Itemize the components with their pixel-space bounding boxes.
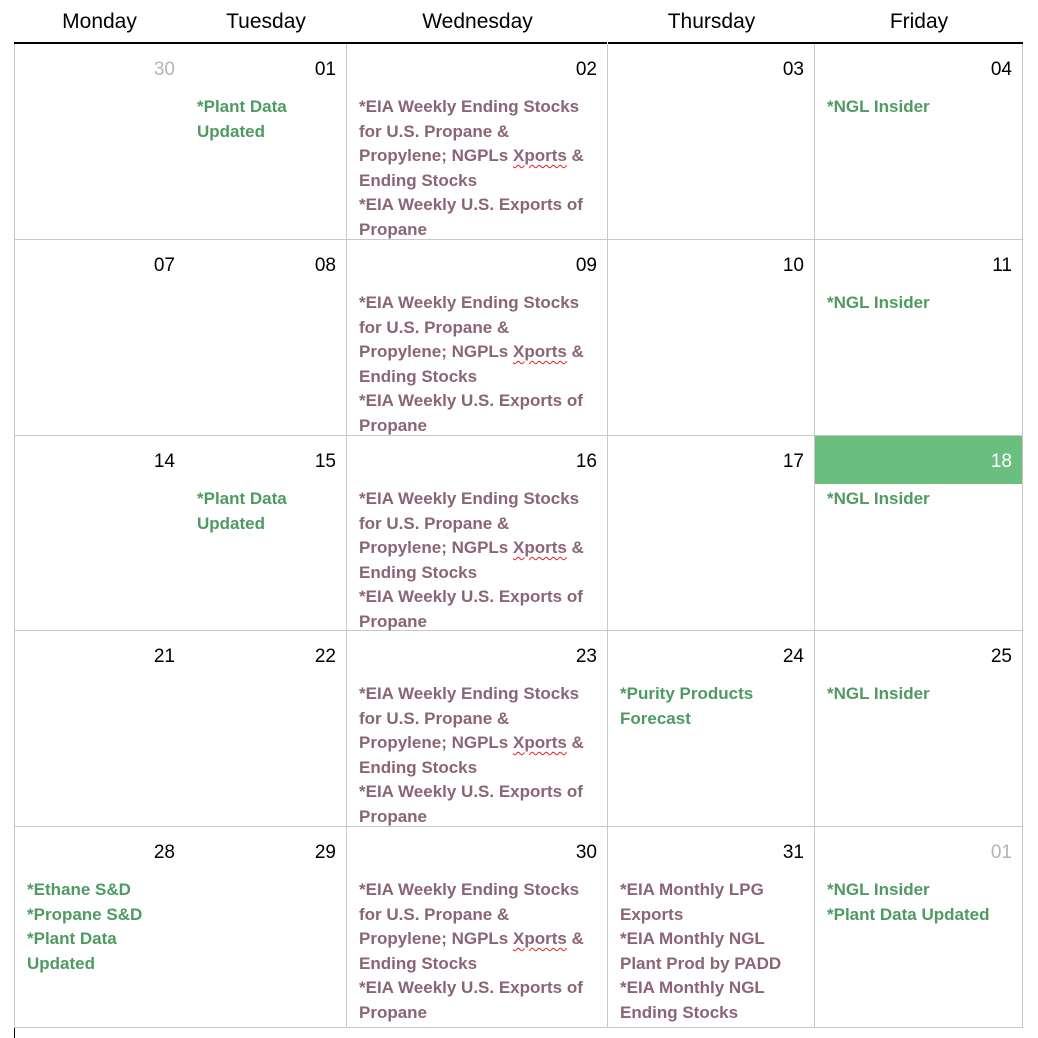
day-header-bar — [347, 44, 607, 92]
calendar-event[interactable]: *Plant Data Updated — [27, 929, 117, 973]
day-cell-week3-tuesday[interactable] — [185, 436, 347, 631]
day-cell-week5-friday[interactable] — [815, 827, 1023, 1028]
day-cell-week3-wednesday[interactable] — [347, 436, 608, 631]
day-header-bar — [347, 827, 607, 875]
day-number: 18 — [990, 451, 1012, 472]
day-number: 02 — [575, 59, 597, 80]
calendar-event[interactable]: *EIA Weekly U.S. Exports of Propane — [359, 195, 583, 239]
day-cell-week4-friday[interactable] — [815, 631, 1023, 827]
event-list — [827, 291, 1018, 316]
event-list — [359, 487, 603, 634]
day-number: 30 — [153, 59, 175, 80]
day-number: 17 — [782, 451, 804, 472]
day-number: 15 — [314, 451, 336, 472]
header-thursday: Thursday — [667, 10, 756, 33]
calendar-event[interactable]: *EIA Weekly U.S. Exports of Propane — [359, 587, 583, 631]
day-header-bar — [347, 436, 607, 484]
day-cell-week4-tuesday[interactable] — [185, 631, 347, 827]
calendar-event[interactable]: *NGL Insider — [827, 880, 930, 899]
event-list — [197, 487, 342, 536]
calendar-event[interactable]: *Plant Data Updated — [827, 904, 990, 924]
calendar-event[interactable]: *NGL Insider — [827, 293, 930, 312]
day-cell-week5-monday[interactable] — [14, 827, 186, 1028]
spellcheck-flagged-word: Xports — [512, 538, 567, 557]
calendar-event[interactable]: *EIA Weekly U.S. Exports of Propane — [359, 391, 583, 435]
day-cell-week2-friday[interactable] — [815, 240, 1023, 436]
day-number: 14 — [153, 451, 175, 472]
day-cell-week2-wednesday[interactable] — [347, 240, 608, 436]
day-number: 04 — [990, 59, 1012, 80]
day-cell-week4-monday[interactable] — [14, 631, 186, 827]
day-header-bar — [815, 240, 1022, 288]
calendar-event[interactable]: *EIA Monthly LPG Exports — [620, 880, 764, 924]
event-list — [27, 878, 181, 976]
day-number: 23 — [575, 646, 597, 667]
calendar-event[interactable]: *Purity Products Forecast — [620, 684, 754, 728]
event-list — [620, 878, 810, 1025]
day-number: 09 — [575, 255, 597, 276]
day-cell-week4-wednesday[interactable] — [347, 631, 608, 827]
day-cell-week2-monday[interactable] — [14, 240, 186, 436]
day-number: 30 — [575, 842, 597, 863]
calendar-event[interactable]: *NGL Insider — [827, 97, 930, 116]
event-list — [827, 682, 1018, 707]
spellcheck-flagged-word: Xports — [512, 929, 567, 948]
day-number: 01 — [314, 59, 336, 80]
calendar-event[interactable]: *Ethane S&D — [27, 880, 131, 899]
header-tuesday: Tuesday — [226, 10, 306, 33]
calendar-event[interactable]: *Plant Data Updated — [197, 97, 287, 141]
day-cell-week3-thursday[interactable] — [608, 436, 815, 631]
day-header-bar — [347, 240, 607, 288]
day-number: 31 — [782, 842, 804, 863]
event-list — [359, 291, 603, 438]
spellcheck-flagged-word: Xports — [512, 733, 567, 752]
day-cell-week1-wednesday[interactable] — [347, 44, 608, 240]
event-list — [827, 878, 1018, 927]
calendar-event[interactable]: *NGL Insider — [827, 489, 930, 508]
day-number: 10 — [782, 255, 804, 276]
calendar-event[interactable]: *EIA Weekly U.S. Exports of Propane — [359, 978, 583, 1022]
day-cell-week5-wednesday[interactable] — [347, 827, 608, 1028]
day-cell-week2-tuesday[interactable] — [185, 240, 347, 436]
calendar-event[interactable]: *EIA Monthly NGL Ending Stocks — [620, 978, 765, 1022]
day-number: 24 — [782, 646, 804, 667]
page-edge-mark — [14, 1028, 15, 1038]
calendar-event[interactable]: *EIA Monthly NGL Plant Prod by PADD — [620, 929, 782, 973]
calendar-event[interactable]: *Plant Data Updated — [197, 489, 287, 533]
header-monday: Monday — [62, 10, 137, 33]
calendar-event[interactable]: *NGL Insider — [827, 684, 930, 703]
header-wednesday: Wednesday — [422, 10, 533, 33]
calendar-event[interactable]: *EIA Weekly Ending Stocks for U.S. Propane & Propylene; NGPLs Xports & Ending Stocks — [359, 489, 584, 582]
day-number: 22 — [314, 646, 336, 667]
day-cell-week1-tuesday[interactable] — [185, 44, 347, 240]
day-cell-week2-thursday[interactable] — [608, 240, 815, 436]
day-cell-week5-thursday[interactable] — [608, 827, 815, 1028]
event-list — [359, 95, 603, 242]
calendar-event[interactable]: *Propane S&D — [27, 904, 143, 924]
event-list — [359, 878, 603, 1025]
spellcheck-flagged-word: Xports — [512, 342, 567, 361]
day-header-bar — [347, 631, 607, 679]
event-list — [359, 682, 603, 829]
day-cell-week1-thursday[interactable] — [608, 44, 815, 240]
day-number: 11 — [992, 255, 1012, 276]
event-list — [620, 682, 810, 731]
day-cell-week4-thursday[interactable] — [608, 631, 815, 827]
day-number: 21 — [153, 646, 175, 667]
day-number: 03 — [782, 59, 804, 80]
day-cell-week3-friday[interactable] — [815, 436, 1023, 631]
event-list — [827, 487, 1018, 512]
event-list — [827, 95, 1018, 120]
spellcheck-flagged-word: Xports — [512, 146, 567, 165]
day-number: 25 — [990, 646, 1012, 667]
day-cell-week5-tuesday[interactable] — [185, 827, 347, 1028]
calendar-event[interactable]: *EIA Weekly Ending Stocks for U.S. Propane & Propylene; NGPLs Xports & Ending Stocks — [359, 880, 584, 973]
event-list — [197, 95, 342, 144]
day-number: 07 — [153, 255, 175, 276]
calendar-event[interactable]: *EIA Weekly Ending Stocks for U.S. Propane & Propylene; NGPLs Xports & Ending Stocks — [359, 293, 584, 386]
calendar-event[interactable]: *EIA Weekly Ending Stocks for U.S. Propane & Propylene; NGPLs Xports & Ending Stocks — [359, 684, 584, 777]
day-number: 01 — [990, 842, 1012, 863]
day-number: 16 — [575, 451, 597, 472]
day-cell-week1-friday[interactable] — [815, 44, 1023, 240]
day-number: 29 — [314, 842, 336, 863]
day-number: 08 — [314, 255, 336, 276]
day-cell-week3-monday[interactable] — [14, 436, 186, 631]
calendar-event[interactable]: *EIA Weekly U.S. Exports of Propane — [359, 782, 583, 826]
day-number: 28 — [153, 842, 175, 863]
day-cell-week1-monday[interactable] — [14, 44, 186, 240]
calendar-event[interactable]: *EIA Weekly Ending Stocks for U.S. Propane & Propylene; NGPLs Xports & Ending Stocks — [359, 97, 584, 190]
header-friday: Friday — [889, 10, 949, 33]
